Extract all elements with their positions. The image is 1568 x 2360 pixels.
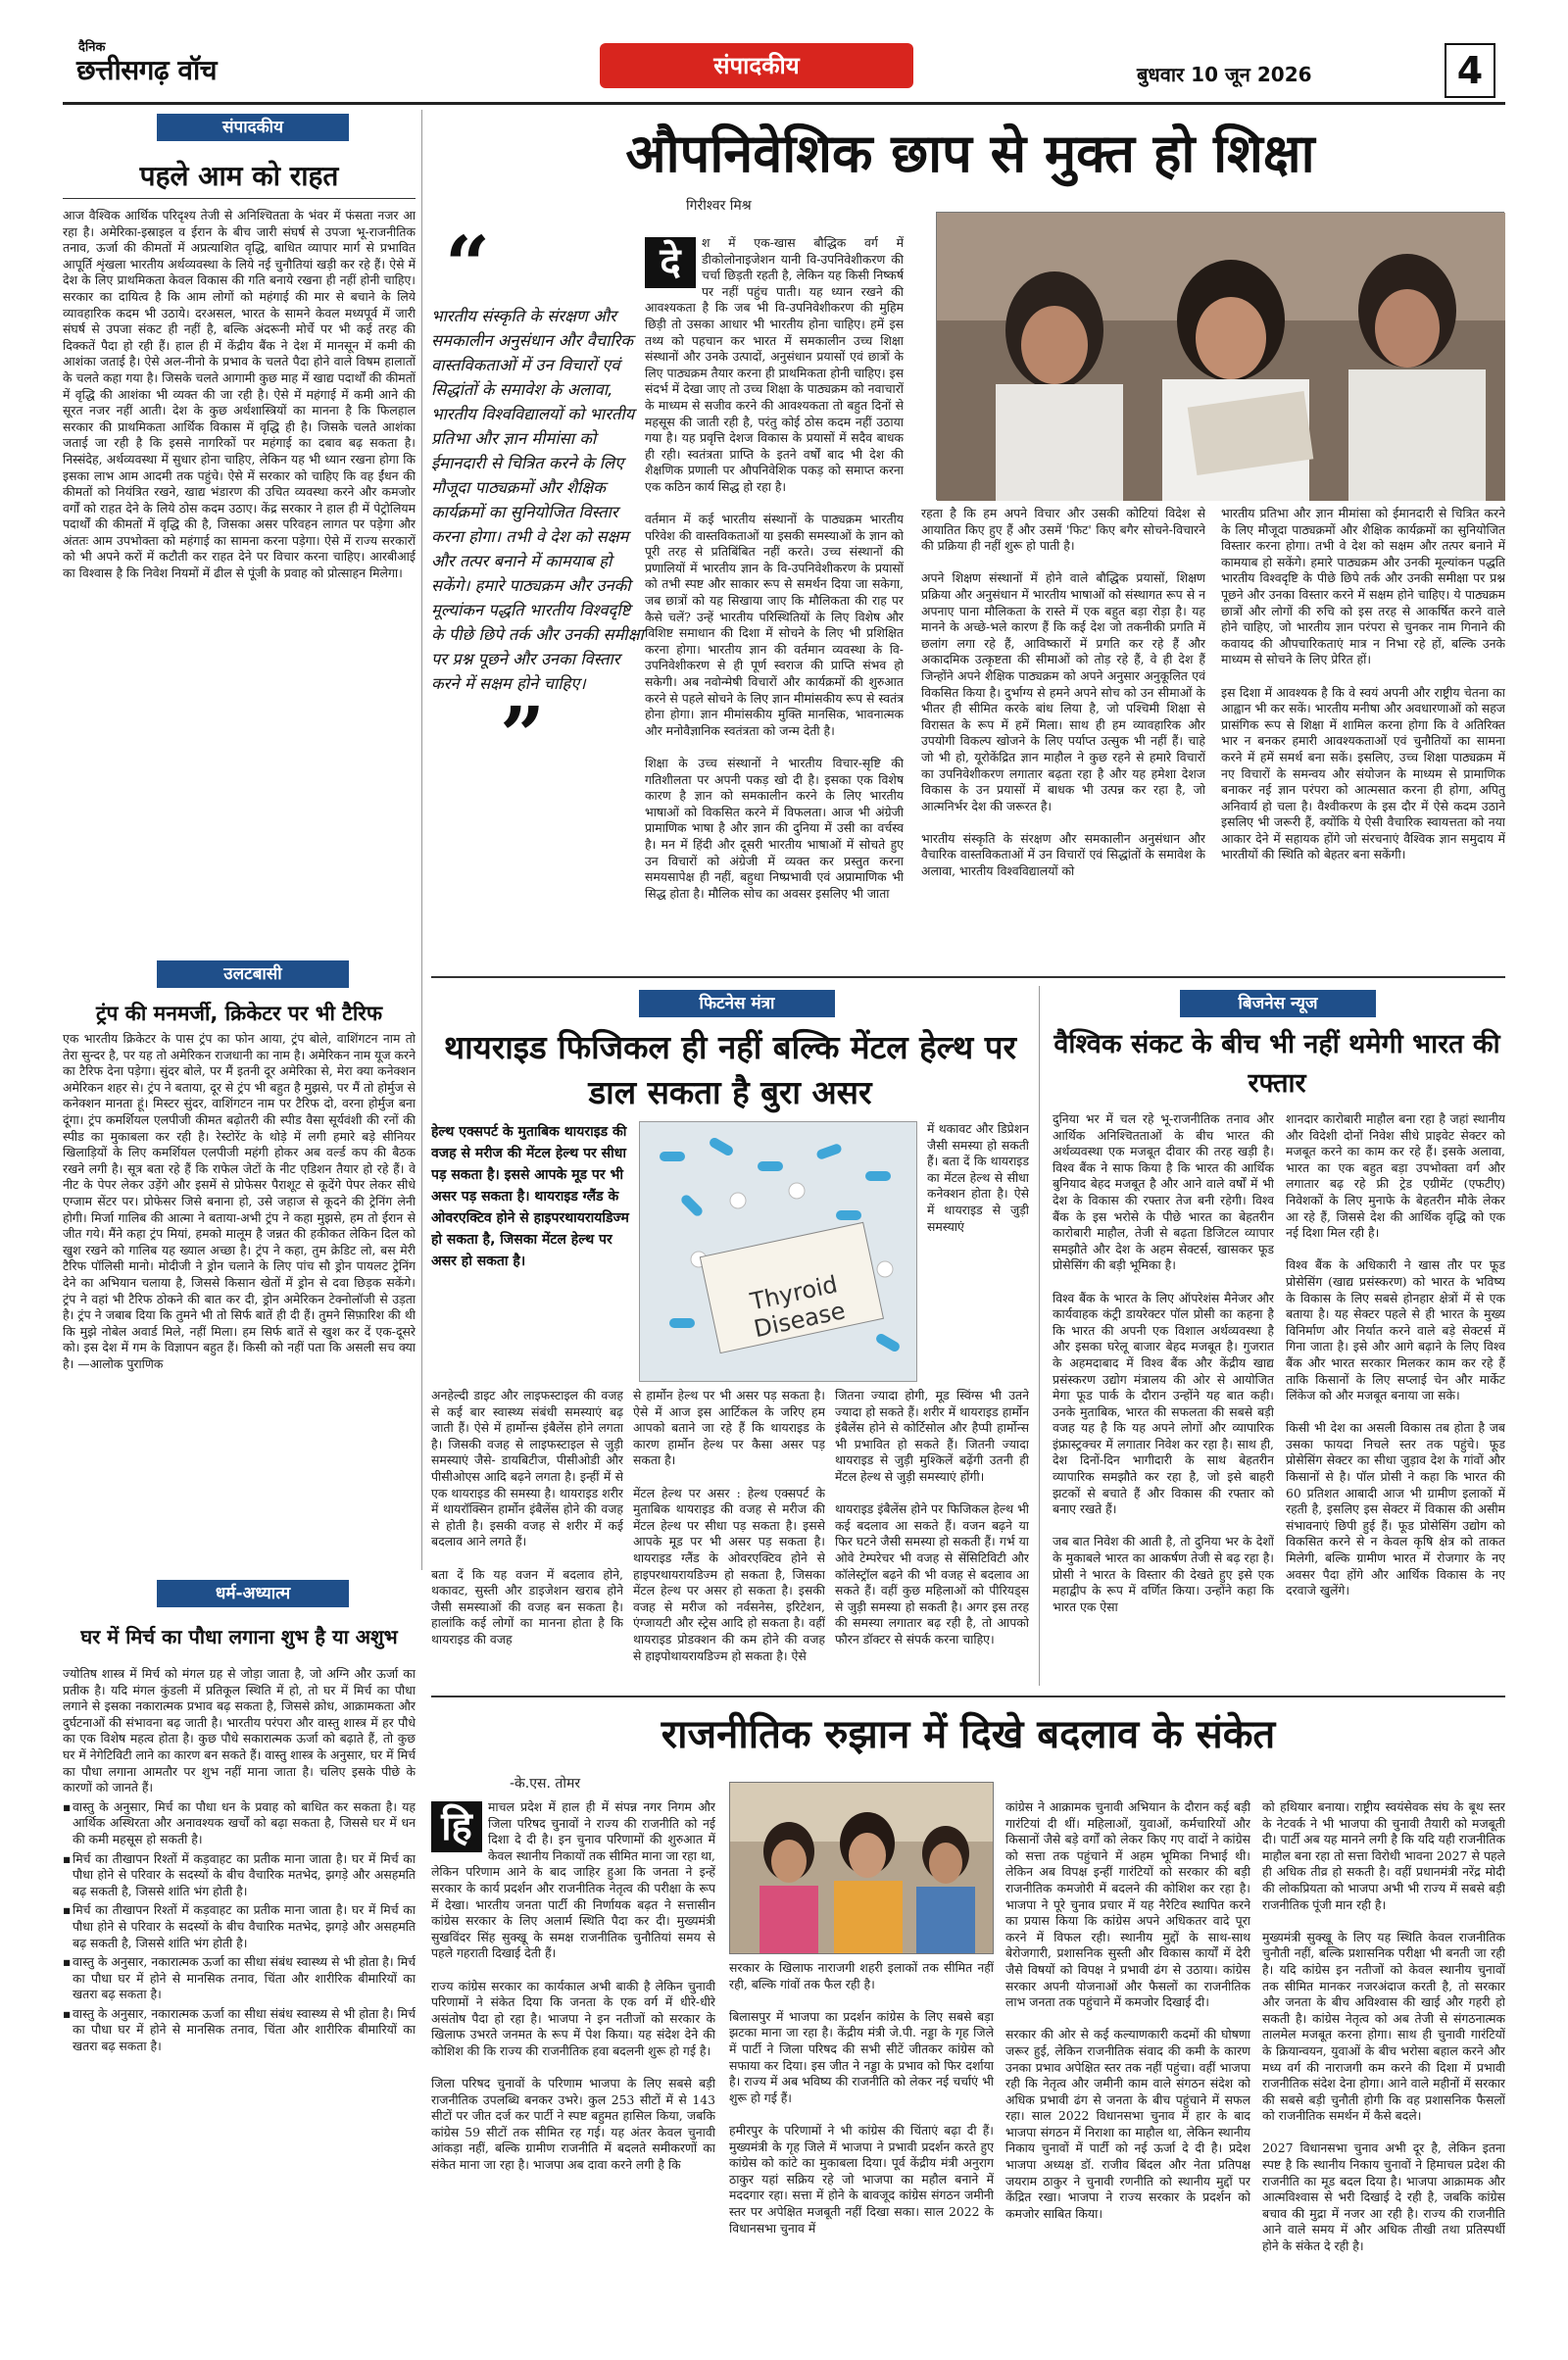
fitness-col3: जितना ज्यादा होगी, मूड स्विंग्स भी उतने ज्यादा हो सकते हैं। शरीर में थायराइड हार्मोन इंबैलेंस होने से कोर्टिसोल और हैप्पी हार्मोन्स भी प्रभावित हो सकते हैं। जितनी ज्यादा थायराइड से जुड़ी मुश्किलें बढ़ेंगी उतनी ही मेंटल हेल्थ से जुड़ी समस्याएं होंगी। थायराइड इंबैलेंस होने पर फिजिकल हेल्थ भी कई बदलाव आ सकते हैं। वजन बढ़ने या फिर घटने जैसी समस्या हो सकती हैं। गर्भ या ओवे टेम्परेचर भी वजह से सेंसिटिविटी और कॉलेस्ट्रॉल बढ़ने की भी वजह से बदलाव आ सकते हैं। वहीं कुछ महिलाओं को पीरियड्स से जुड़ी समस्या हो सकती है। अगर इस तरह की समस्या लगातार बढ़ रही है, तो आपको फौरन डॉक्टर से संपर्क करना चाहिए। [835, 1388, 1029, 1647]
editorial-title-rule [63, 198, 416, 199]
fitness-col1: अनहेल्दी डाइट और लाइफस्टाइल की वजह से कई बार स्वास्थ्य संबंधी समस्याएं बढ़ जाती हैं। ऐसे में हार्मोन्स इंबैलेंस होने लगता है। जिसकी वजह से लाइफस्टाइल से जुड़ी समस्याएं जैसे- डायबिटीज, पीसीओडी और पीसीओएस आदि बढ़ने लगता है। इन्हीं में से एक थायराइड की समस्या है। थायराइड शरीर में थायरॉक्सिन हार्मोन इंबैलेंस होने की वजह से होती है। इसकी वजह से शरीर में कई बदलाव आने लगते हैं। बता दें कि यह वजन में बदलाव होने, थकावट, सुस्ती और डाइजेशन खराब होने जैसी समस्याओं की वजह बन सकता है। हालांकि कई लोगों का मानना होता है कि थायराइड की वजह [431, 1388, 623, 1647]
politics-byline: -के.एस. तोमर [510, 1776, 581, 1792]
satire-label: उलटबासी [157, 960, 349, 988]
list-item: ▪ मिर्च का तीखापन रिश्तों में कड़वाहट का प्रतीक माना जाता है। घर में मिर्च का पौधा होने से परिवार के सदस्यों के बीच वैचारिक मतभेद, झगड़े और असहमति बढ़ सकती है, जिससे शांति भंग होती है। [63, 1851, 416, 1900]
page-number: 4 [1445, 43, 1495, 98]
brand-small: दैनिक [78, 40, 106, 55]
list-item: ▪ वास्तु के अनुसार, नकारात्मक ऊर्जा का सीधा संबंध स्वास्थ्य से भी होता है। मिर्च का पौधा घर में होने से मानसिक तनाव, चिंता और शारीरिक बीमारियों का खतरा बढ़ सकता है। [63, 1954, 416, 2003]
dharma-title: घर में मिर्च का पौधा लगाना शुभ है या अशुभ [80, 1625, 398, 1648]
dharma-points [63, 1799, 416, 2055]
satire-body: एक भारतीय क्रिकेटर के पास ट्रंप का फोन आया, ट्रंप बोले, वाशिंगटन नाम तो तेरा सुन्दर है, पर यह तो अमेरिकन राजधानी का नाम है। अमेरिकन नाम यूज करने का टैरिफ देना पड़ेगा। सुंदर बोले, पर मैं इतनी दूर अमेरिका से, मेरा क्या कनेक्शन अमेरिकन शहर से। ट्रंप ने बताया, दूर से ट्रंप भी बहुत है मुझसे, पर मैं तो होर्मुज से कनेक्शन मानता हूं। मिस्टर सुंदर, वाशिंगटन नाम पर टैरिफ दो, वरना होर्मुज बना दूंगा। ट्रंप कमर्शियल एलपीजी कीमत बढ़ोतरी की स्पीड वैसा सूर्यवंशी की रनों की स्पीड का मुकाबला कर रही है। रेस्टोरेंट के थोड़े में लगी हमारे बड़े सीनियर खिलाड़ियों के लिए कमर्शियल एलपीजी महंगी होकर अब वर्ल्ड कप की बैठक रखने लगी है। सूत्र बता रहे हैं कि राफेल जेटों के नीट एडिशन तैयार हो रहे हैं। वे नीट के पेपर लेकर उड़ेंगे और इसमें से प्रोफेसर पैराशूट से कूदेंगे पेपर लेकर सीधे एग्जाम सेंटर पर। प्रोफेसर जिसे बनाना हो, उसे जहाज से कूदने की ट्रेनिंग लेनी होगी। मिर्जा गालिब की आत्मा ने बताया-अभी ट्रंप ने कहा मुझसे, हम तो ईरान से जीत गये। मैंने कहा ट्रंप मियां, हमको मालूम है जन्नत की हकीकत लेकिन दिल को खुश रखने को गालिब यह ख्याल अच्छा है। ट्रंप ने कहा, तुम क्रेडिट लो, बस मेरी टैरिफ पॉलिसी मानो। मोदीजी ने ड्रोन चलाने के लिए पांच सौ ड्रोन पायलट ट्रेनिंग देने का अभियान चलाया है, जिससे किसान खेतों में ड्रोन से दवा छिड़क सकेंगे। ट्रंप ने वहां भी टैरिफ ठोकने की बात कर दी, ड्रोन अमेरिकन टेक्नोलॉजी से उड़ता है। ट्रंप ने जबाब दिया कि तुमने भी तो सिर्फ बातें ही दी हैं। तुमने सिफ़ारिश की थी कि मुझे नोबेल अवार्ड मिले, नहीं मिला। हम सिर्फ बातें से खुश कर दें एक-दूसरे को। इस देश में गम के विज्ञापन बहुत हैं। किसी को नहीं पता कि असली सच क्या है। —आलोक पुराणिक [63, 1031, 416, 1371]
fitness-col-short: में थकावट और डिप्रेशन जैसी समस्या हो सकती हैं। बता दें कि थायराइड का मेंटल हेल्थ से सीधा कनेक्शन होता है। ऐसे में थायराइड से जुड़ी समस्याएं [927, 1121, 1029, 1234]
lead-article-title: औपनिवेशिक छाप से मुक्त हो शिक्षा [625, 123, 1315, 184]
thyroid-photo-caption: Thyroid Disease [748, 1270, 848, 1344]
quote-close-icon: ” [500, 689, 546, 781]
section-banner-text: संपादकीय [713, 52, 800, 79]
politics-col3: कांग्रेस ने आक्रामक चुनावी अभियान के दौरान कई बड़ी गारंटियां दी थीं। महिलाओं, युवाओं, कर्मचारियों और किसानों जैसे बड़े वर्गों को लेकर किए गए वादों ने कांग्रेस को सत्ता तक पहुंचाने में अहम भूमिका निभाई थी। लेकिन अब विपक्ष इन्हीं गारंटियों को सरकार की बड़ी राजनीतिक कमजोरी में बदलने की कोशिश कर रहा है। भाजपा ने पूरे चुनाव प्रचार में यह नैरेटिव स्थापित करने का प्रयास किया कि कांग्रेस अपने अधिकतर वादे पूरा करने में विफल रही। स्थानीय मुद्दों के साथ-साथ बेरोजगारी, प्रशासनिक सुस्ती और विकास कार्यों में देरी जैसे विषयों को विपक्ष ने प्रभावी ढंग से उठाया। कांग्रेस सरकार अपनी योजनाओं और फैसलों का राजनीतिक लाभ जनता तक पहुंचाने में कमजोर दिखाई दी। सरकार की ओर से कई कल्याणकारी कदमों की घोषणा जरूर हुई, लेकिन राजनीतिक संवाद की कमी के कारण उनका प्रभाव अपेक्षित स्तर तक नहीं पहुंचा। वहीं भाजपा रही कि नेतृत्व और जमीनी काम वाले संगठन संदेश को अधिक प्रभावी ढंग से जनता के बीच पहुंचाने में सफल रहा। साल 2022 विधानसभा चुनाव में हार के बाद भाजपा संगठन में निराशा का माहौल था, लेकिन स्थानीय निकाय चुनावों में पार्टी को नई ऊर्जा दे दी है। प्रदेश भाजपा अध्यक्ष डॉ. राजीव बिंदल और नेता प्रतिपक्ष जयराम ठाकुर ने चुनावी रणनीति को स्थानीय मुद्दों पर केंद्रित रखा। भाजपा ने राज्य सरकार के प्रदर्शन को कमजोर साबित किया। [1005, 1799, 1250, 2221]
list-item: ▪ वास्तु के अनुसार, मिर्च का पौधा धन के प्रवाह को बाधित कर सकता है। यह आर्थिक अस्थिरता और अनावश्यक खर्चों को बढ़ा सकता है, जिससे घर में धन की कमी महसूस हो सकती है। [63, 1799, 416, 1848]
fitness-business-divider [1039, 986, 1040, 1686]
quote-open-icon: “ [445, 219, 491, 311]
fitness-col2: से हार्मोन हेल्थ पर भी असर पड़ सकता है। ऐसे में आज इस आर्टिकल के जरिए हम आपको बताने जा रहे हैं कि थायराइड के कारण हार्मोन हेल्थ पर कैसा असर पड़ सकता है। मेंटल हेल्थ पर असर : हेल्थ एक्सपर्ट के मुताबिक थायराइड की वजह से मरीज की मेंटल हेल्थ पर सीधा पड़ सकता है। इससे आपके मूड पर भी असर पड़ सकता है। थायराइड ग्लैंड के ओवरएक्टिव होने से हाइपरथायरायडिज्म हो सकता है, जिसका मेंटल हेल्थ पर असर हो सकता है। इसकी वजह से मरीज को नर्वसनेस, इरिटेशन, एंग्जायटी और स्ट्रेस आदि हो सकता है। वहीं थायराइड प्रोडक्शन की कम होने की वजह से हाइपोथायरायडिज्म हो सकता है। ऐसे [633, 1388, 825, 1663]
brand-name: छत्तीसगढ़ वॉच [76, 54, 218, 86]
left-column-divider [421, 110, 422, 1570]
women-voters-photo [729, 1782, 994, 1954]
voters-illustration [730, 1783, 994, 1954]
editorial-label: संपादकीय [157, 114, 349, 141]
editorial-body: आज वैश्विक आर्थिक परिदृश्य तेजी से अनिश्चितता के भंवर में फंसता नजर आ रहा है। अमेरिका-इस्राइल व ईरान के बीच जारी संघर्ष से उपजा भू-राजनीतिक तनाव, ऊर्जा की कीमतों में अप्रत्याशित वृद्धि, बाधित व्यापार मार्ग से प्रभावित आपूर्ति शृंखला भारतीय अर्थव्यवस्था के लिये नई चुनौतियां खड़ी कर रहे हैं। ऐसे में देश के लिए प्राथमिकता केवल विकास की गति बनाये रखना ही नहीं होनी चाहिए। सरकार का दायित्व है कि आम लोगों को महंगाई की मार से बचाने के लिये व्यावहारिक कदम भी उठाये। दरअसल, भारत के सामने केवल मध्यपूर्व में जारी संघर्ष से उपजा संकट ही नहीं है, बल्कि अंदरूनी मोर्चे पर भी कई तरह की दिक्कतें पैदा हो रही हैं। हाल ही में केंद्रीय बैंक ने देश में मानसून में कमी की आशंका जताई है। ऐसे अल-नीनो के प्रभाव के चलते पैदा होने वाले विषम हालातों के चलते कहा गया है। जिसके चलते आगामी कुछ माह में खाद्य पदार्थों की कीमतों में वृद्धि की आशंका भी व्यक्त की जा रही है। ऐसे में महंगाई में कमी आने की सूरत नजर नहीं आती। देश के कुछ अर्थशास्त्रियों का मानना है कि फिलहाल सरकार की प्राथमिकता आर्थिक विकास में वृद्धि ही है। जिसके चलते आशंका जताई जा रही है कि इससे नागरिकों पर महंगाई का दबाव बढ़ सकता है। निस्संदेह, अर्थव्यवस्था में सुधार होना चाहिए, लेकिन यह भी ध्यान रखना होगा कि इसका लाभ आम आदमी तक पहुंचे। ऐसे में सरकार को चाहिए कि वह ईंधन की कीमतों को नियंत्रित रखने, खाद्य भंडारण की उचित व्यवस्था करने और कमजोर वर्गों को राहत देने के लिये ठोस कदम उठाए। केंद्र सरकार ने हाल ही में पेट्रोलियम पदार्थों की कीमतों में वृद्धि की है, जिसका असर परिवहन लागत पर पड़ेगा और अंततः आम उपभोक्ता को महंगाई का सामना करना पड़ेगा। ऐसे में राज्य सरकारों को भी अपने करों में कटौती कर राहत देने पर विचार करना चाहिए। आरबीआई का विश्वास है कि निवेश नियमों में ढील से पूंजी के प्रवाह को प्रोत्साहन मिलेगा। [63, 208, 416, 581]
politics-col2: सरकार के खिलाफ नाराजगी शहरी इलाकों तक सीमित नहीं रही, बल्कि गांवों तक फैल रही है। बिलासपुर में भाजपा का प्रदर्शन कांग्रेस के लिए सबसे बड़ा झटका माना जा रहा है। केंद्रीय मंत्री जे.पी. नड्डा के गृह जिले में पार्टी ने जिला परिषद की सभी सीटें जीतकर कांग्रेस को सफाया कर दिया। इस जीत ने नड्डा के प्रभाव को फिर दर्शाया है। राज्य में अब भविष्य की राजनीति को लेकर नई चर्चाएं भी शुरू हो गई हैं। हमीरपुर के परिणामों ने भी कांग्रेस की चिंताएं बढ़ा दी हैं। मुख्यमंत्री के गृह जिले में भाजपा ने प्रभावी प्रदर्शन करते हुए कांग्रेस को कांटे का मुकाबला दिया। पूर्व केंद्रीय मंत्री अनुराग ठाकुर यहां सक्रिय रहे जो भाजपा का महौल बनाने में मददगार रहा। सत्ता में होने के बावजूद कांग्रेस संगठन जमीनी स्तर पर अपेक्षित मजबूती नहीं दिखा सका। साल 2022 के विधानसभा चुनाव में [729, 1960, 994, 2236]
fitness-label: फिटनेस मंत्रा [639, 990, 835, 1017]
list-item: ▪ मिर्च का तीखापन रिश्तों में कड़वाहट का प्रतीक माना जाता है। घर में मिर्च का पौधा होने से परिवार के सदस्यों के बीच वैचारिक मतभेद, झगड़े और असहमति बढ़ सकती है, जिससे शांति भंग होती है। [63, 1902, 416, 1951]
fitness-intro: हेल्थ एक्सपर्ट के मुताबिक थायराइड की वजह से मरीज की मेंटल हेल्थ पर सीधा पड़ सकता है। इससे आपके मूड पर भी असर पड़ सकता है। थायराइड ग्लैंड के ओवरएक्टिव होने से हाइपरथायरायडिज्म हो सकता है, जिसका मेंटल हेल्थ पर असर हो सकता है। [431, 1124, 629, 1269]
thyroid-photo [639, 1121, 917, 1382]
business-label: बिजनेस न्यूज [1180, 990, 1376, 1017]
editorial-title: पहले आम को राहत [139, 160, 339, 192]
dharma-intro: ज्योतिष शास्त्र में मिर्च को मंगल ग्रह से जोड़ा जाता है, जो अग्नि और ऊर्जा का प्रतीक है। यदि मंगल कुंडली में प्रतिकूल स्थिति में हो, तो घर में मिर्च का पौधा लगाने से इसका नकारात्मक प्रभाव बढ़ सकता है, जिससे क्रोध, आक्रामकता और दुर्घटनाओं की संभावना बढ़ जाती है। भारतीय परंपरा और वास्तु शास्त्र में हर पौधे का एक विशेष महत्व होता है। कुछ पौधे सकारात्मक ऊर्जा को बढ़ाते हैं, तो कुछ घर में नेगेटिविटी लाने का कारण बन सकते हैं। वास्तु शास्त्र के अनुसार, घर में मिर्च का पौधा लगाना आमतौर पर शुभ नहीं माना जाता है। चलिए इसके पीछे के कारणों को जानते हैं। [63, 1666, 416, 1795]
lead-dropcap: दे [645, 237, 696, 288]
section-banner [600, 43, 913, 88]
middle-bottom-rule [431, 1696, 1505, 1697]
lead-article-col2: रहता है कि हम अपने विचार और उसकी कोटियां विदेश से आयातित किए हुए हैं और उसमें 'फिट' किए बगैर सोचने-विचारने की प्रक्रिया ही नहीं शुरू हो पाती है। अपने शिक्षण संस्थानों में होने वाले बौद्धिक प्रयासों, शिक्षण प्रक्रिया और अनुसंधान में भारतीय भाषाओं को संस्थागत रूप से न अपनाए पाना मौलिकता के रास्ते में एक बहुत बड़ा रोड़ा है। यह मानने के अच्छे-भले कारण हैं कि कई देश जो तकनीकी प्रगति में छलांग लगा रहे हैं, आविष्कारों में प्रगति कर रहे हैं और अकादमिक उत्कृष्टता की सीमाओं को तोड़ रहे हैं, वे ही देश हैं जिन्होंने अपने शैक्षिक पाठ्यक्रम को अपने अनुसार अनुकूलित एवं विकसित किया है। दुर्भाग्य से हमने अपने सोच को उन सीमाओं के भीतर ही सीमित करके बांध लिया है, जो पश्चिमी शिक्षा से विरासत के रूप में हमें मिला। साथ ही हम व्यावहारिक और उपयोगी विकल्प खोजने के लिए पर्याप्त उत्सुक भी नहीं हैं। चाहे जो भी हो, यूरोकेंद्रित ज्ञान माहौल ने कुछ रहने से हमारे विचारों का उपनिवेशीकरण लगातार बढ़ता रहा है और यह हमेशा देशज विकास के उन प्रयासों में बाधक भी उत्पन्न कर रहा है, जो आत्मनिर्भर देश की जरूरत है। भारतीय संस्कृति के संरक्षण और समकालीन अनुसंधान और वैचारिक वास्तविकताओं में उन विचारों एवं सिद्धांतों के समावेश के अलावा, भारतीय विश्वविद्यालयों को [921, 506, 1205, 879]
business-col1: दुनिया भर में चल रहे भू-राजनीतिक तनाव और आर्थिक अनिश्चितताओं के बीच भारत की अर्थव्यवस्था एक मजबूत दीवार की तरह खड़ी है। विश्व बैंक ने साफ किया है कि भारत की आर्थिक बुनियाद बेहद मजबूत है और आने वाले वर्षों में भी देश के विकास की रफ्तार तेज बनी रहेगी। विश्व बैंक के इस भरोसे के पीछे भारत का बेहतरीन कारोबारी माहौल, तेजी से बढ़ता डिजिटल व्यापार समझौते और देश के अहम सेक्टर्स, खासकर फूड प्रोसेसिंग की बड़ी भूमिका है। विश्व बैंक के भारत के लिए ऑपरेशंस मैनेजर और कार्यवाहक कंट्री डायरेक्टर पॉल प्रोसी का कहना है कि भारत की अपनी एक विशाल अर्थव्यवस्था है और इसका घरेलू बाजार बेहद मजबूत है। गुजरात के अहमदाबाद में विश्व बैंक और केंद्रीय खाद्य प्रसंस्करण उद्योग मंत्रालय की ओर से आयोजित मेगा फूड पार्क के दौरान उन्होंने यह बात कही। उनके मुताबिक, भारत की सफलता की सबसे बड़ी वजह यह है कि यह अपने लोगों और व्यापारिक इंफ्रास्ट्रक्चर में लगातार निवेश कर रहा है। साथ ही, देश दिनों-दिन भागीदारी के साथ बेहतरीन व्यापारिक समझौते कर रहा है, जो इसे बाहरी झटकों से बचाते हैं और विकास की रफ्तार को बनाए रखते हैं। जब बात निवेश की आती है, तो दुनिया भर के देशों के मुकाबले भारत का आकर्षण तेजी से बढ़ रहा है। प्रोसी ने भारत के विस्तार की देखते हुए इसे एक महाद्वीप के रूप में वर्णित किया। उन्होंने कहा कि भारत एक ऐसा [1053, 1111, 1274, 1614]
lead-article-col3: भारतीय प्रतिभा और ज्ञान मीमांसा को ईमानदारी से चित्रित करने के लिए मौजूदा पाठ्यक्रमों और शैक्षिक कार्यक्रमों का सुनियोजित विस्तार करना होगा। तभी वे देश को सक्षम और तत्पर बनाने में कामयाब हो सकेंगे। हमारे पाठ्यक्रम और उनकी मूल्यांकन पद्धति भारतीय विश्वदृष्टि के पीछे छिपे तर्क और उनकी समीक्षा पर प्रश्न पूछने और उनका विस्तार करने में सक्षम होने चाहिए। ये पाठ्यक्रम छात्रों और लोगों की रुचि को इस तरह से आकर्षित करने वाले होने चाहिए, जो भारतीय ज्ञान परंपरा से चुनकर नाम गिनाने की कवायद की औपचारिकताएं मात्र न निभा रहे हों, बल्कि उनके माध्यम से सोचने के लिए प्रेरित हों। इस दिशा में आवश्यक है कि वे स्वयं अपनी और राष्ट्रीय चेतना का आह्वान भी कर सकें। भारतीय मनीषा और अवधारणाओं को सहज प्रासंगिक रूप से शिक्षा में शामिल करना होगा कि वे अतिरिक्त भार न बनकर हमारी आवश्यकताओं एवं चुनौतियों का सामना करने में हमें समर्थ बना सकें। इसलिए, उच्च शिक्षा पाठ्यक्रम में नए विचारों के समन्वय और संयोजन के माध्यम से प्रामाणिक बनाकर नई ज्ञान परंपरा को आत्मसात करना ही होगा, अपितु अनिवार्य हो चला है। वैश्वीकरण के इस दौर में ऐसे कदम उठाने इसलिए भी जरूरी हैं, क्योंकि ये ऐसी वैचारिक स्वायत्तता को नया आकार देने में सहायक होंगे जो संरचनाएं वैश्विक ज्ञान समुदाय में भारतीयों की स्थिति को बेहतर बना सकेंगी। [1221, 506, 1505, 862]
list-item: ▪ वास्तु के अनुसार, नकारात्मक ऊर्जा का सीधा संबंध स्वास्थ्य से भी होता है। मिर्च का पौधा घर में होने से मानसिक तनाव, चिंता और शारीरिक बीमारियों का खतरा बढ़ सकता है। [63, 2006, 416, 2055]
politics-dropcap: हि [431, 1801, 482, 1852]
students-illustration [937, 213, 1505, 501]
politics-col4: को हथियार बनाया। राष्ट्रीय स्वयंसेवक संघ के बूथ स्तर के नेटवर्क ने भी भाजपा की चुनावी तैयारी को मजबूती दी। पार्टी अब यह मानने लगी है कि यदि यही राजनीतिक माहौल बना रहा तो सत्ता विरोधी भावना 2027 से पहले ही अधिक तीव्र हो सकती है। वहीं प्रधानमंत्री नरेंद्र मोदी की लोकप्रियता को भाजपा अभी भी राज्य में सबसे बड़ी राजनीतिक पूंजी मान रही है। मुख्यमंत्री सुक्खू के लिए यह स्थिति केवल राजनीतिक चुनौती नहीं, बल्कि प्रशासनिक परीक्षा भी बनती जा रही है। यदि कांग्रेस इन नतीजों को केवल स्थानीय चुनावों तक सीमित मानकर नजरअंदाज करती है, तो सरकार और जनता के बीच अविश्वास की खाई और गहरी हो सकती है। कांग्रेस नेतृत्व को अब तेजी से संगठनात्मक तालमेल मजबूत करना होगा। साथ ही चुनावी गारंटियों के क्रियान्वयन, युवाओं के बीच भरोसा बहाल करने और मध्य वर्ग की नाराजगी कम करने की दिशा में प्रभावी राजनीतिक संदेश देना होगा। आने वाले महीनों में सरकार की सबसे बड़ी चुनौती होगी कि वह प्रशासनिक फैसलों को राजनीतिक समर्थन में कैसे बदले। 2027 विधानसभा चुनाव अभी दूर है, लेकिन इतना स्पष्ट है कि स्थानीय निकाय चुनावों ने हिमाचल प्रदेश की राजनीति का मूड बदल दिया है। भाजपा आक्रामक और आत्मविश्वास से भरी दिखाई दे रही है, जबकि कांग्रेस बचाव की मुद्रा में नजर आ रही है। राज्य की राजनीति आने वाले समय में और अधिक तीखी तथा प्रतिस्पर्धी होने के संकेत दे रही है। [1262, 1799, 1505, 2254]
business-title: वैश्विक संकट के बीच भी नहीं थमेगी भारत की रफ्तार [1054, 1029, 1500, 1099]
masthead [0, 0, 1568, 108]
lead-article-col1 [645, 235, 904, 960]
masthead-rule [63, 102, 1505, 105]
dharma-body [63, 1666, 416, 2342]
pullquote-box [431, 219, 647, 931]
lead-bottom-rule [431, 976, 1505, 978]
lead-col1-text: श में एक-खास बौद्धिक वर्ग में डीकोलोनाइजेशन यानी वि-उपनिवेशीकरण की चर्चा छिड़ती रहती है, लेकिन यह किसी निष्कर्ष पर नहीं पहुंच पाती। यह ध्यान रखने की आवश्यकता है कि जब भी वि-उपनिवेशीकरण की मुहिम छिड़ी तो उसका आधार भी भारतीय होना चाहिए। हमें इस तथ्य को पहचान कर भारत में समकालीन उच्च शिक्षा संस्थानों और उनके उत्पादों, अनुसंधान प्रयासों एवं छात्रों के लिए पाठ्यक्रम तैयार करना ही प्राथमिकता होनी चाहिए। इस संदर्भ में देखा जाए तो उच्च शिक्षा के पाठ्यक्रम को नवाचारों के माध्यम से सजीव करने की आवश्यकता तो बहुत दिनों से महसूस की जाती रही है, परंतु कोई ठोस कदम नहीं उठाया गया है। यह प्रवृत्ति देशज विकास के प्रयासों में सदैव बाधक ही रही। स्वतंत्रता प्राप्ति के इतने वर्षों बाद भी देश की शैक्षणिक प्रणाली पर औपनिवेशिक पकड़ को समाप्त करना एक कठिन कार्य सिद्ध हो रहा है। वर्तमान में कई भारतीय संस्थानों के पाठ्यक्रम भारतीय परिवेश की वास्तविकताओं या इसकी समस्याओं के ज्ञान को पूरी तरह से प्रतिबिंबित नहीं करते। उच्च संस्थानों की प्रणालियों में भारतीय ज्ञान के वि-उपनिवेशीकरण के प्रयासों को तभी स्पष्ट और साकार रूप से समर्थन दिया जा सकेगा, जब छात्रों को यह सिखाया जाए कि मौलिकता की राह पर कैसे चलें? उन्हें भारतीय परिस्थितियों के लिए विशेष और विशिष्ट समाधान की दिशा में सोचने के लिए भी प्रशिक्षित करना होगा। भारतीय ज्ञान की वर्तमान व्यवस्था के वि-उपनिवेशीकरण से ही पूर्ण स्वराज की प्राप्ति संभव हो सकेगी। अब नवोन्मेषी विचारों और कार्यक्रमों की शुरुआत करने से पहले सोचने के लिए ज्ञान मीमांसकीय रूप से स्वतंत्र होना होगा। ज्ञान मीमांसकीय मुक्ति मानसिक, भावनात्मक और मनोवैज्ञानिक स्वतंत्रता को जन्म देती है। शिक्षा के उच्च संस्थानों ने भारतीय विचार-सृष्टि की गतिशीलता पर अपनी पकड़ खो दी है। इसका एक विशेष कारण है ज्ञान को समकालीन करने के लिए भारतीय भाषाओं को विकसित करने में विफलता। आज भी अंग्रेजी प्रामाणिक भाषा है और ज्ञान की दुनिया में उसी का वर्चस्व है। मन में हिंदी और दूसरी भारतीय भाषाओं में सोचते हुए उन विचारों को अंग्रेजी में व्यक्त कर प्रस्तुत करना समयसापेक्ष ही नहीं, बहुधा निष्प्रभावी एवं अप्रामाणिक भी सिद्ध होता है। मौलिक सोच का अवसर इसलिए भी जाता [645, 235, 904, 901]
politics-col1 [431, 1799, 715, 2344]
pullquote-text: भारतीय संस्कृति के संरक्षण और समकालीन अनुसंधान और वैचारिक वास्तविकताओं में उन विचारों एवं सिद्धांतों के समावेश के अलावा, भारतीय विश्वविद्यालयों को भारतीय प्रतिभा और ज्ञान मीमांसा को ईमानदारी से चित्रित करने के लिए मौजूदा पाठ्यक्रमों और शैक्षिक कार्यक्रमों का सुनियोजित विस्तार करना होगा। तभी वे देश को सक्षम और तत्पर बनाने में कामयाब हो सकेंगे। हमारे पाठ्यक्रम और उनकी मूल्यांकन पद्धति भारतीय विश्वदृष्टि के पीछे छिपे तर्क और उनकी समीक्षा पर प्रश्न पूछने और उनका विस्तार करने में सक्षम होने चाहिए। [431, 307, 644, 693]
satire-title: ट्रंप की मनमर्जी, क्रिकेटर पर भी टैरिफ [95, 1002, 383, 1025]
politics-col1-text: माचल प्रदेश में हाल ही में संपन्न नगर निगम और जिला परिषद चुनावों ने राज्य की राजनीति को नई दिशा दे दी है। इन चुनाव परिणामों की शुरुआत में केवल स्थानीय निकायों तक सीमित माना जा रहा था, लेकिन परिणाम आने के बाद जाहिर हुआ कि जनता ने इन्हें सरकार के कार्य प्रदर्शन और राजनीतिक नेतृत्व की परीक्षा के रूप में देखा। भारतीय जनता पार्टी की निर्णायक बढ़त ने सत्तासीन कांग्रेस सरकार के लिए अलार्म स्थिति पैदा कर दी। मुख्यमंत्री सुखविंदर सिंह सुक्खू के समक्ष राजनीतिक चुनौतियां समय से पहले गहराती दिखाई देती हैं। राज्य कांग्रेस सरकार का कार्यकाल अभी बाकी है लेकिन चुनावी परिणामों ने संकेत दिया कि जनता के एक वर्ग में धीरे-धीरे असंतोष पैदा हो रहा है। भाजपा ने इन नतीजों को सरकार के खिलाफ उभरते जनमत के रूप में पेश किया। यह संदेश देने की कोशिश की कि राज्य की राजनीतिक हवा बदलनी शुरू हो गई है। जिला परिषद चुनावों के परिणाम भाजपा के लिए सबसे बड़ी राजनीतिक उपलब्धि बनकर उभरे। कुल 253 सीटों में से 143 सीटों पर जीत दर्ज कर पार्टी ने स्पष्ट बहुमत हासिल किया, जबकि कांग्रेस 59 सीटों तक सीमित रह गई। यह अंतर केवल चुनावी आंकड़ा नहीं, बल्कि ग्रामीण राजनीति में बदलते समीकरणों का संकेत माना जा रहा है। भाजपा अब दावा करने लगी है कि [431, 1799, 715, 2173]
students-reading-photo [936, 212, 1504, 500]
lead-article-byline: गिरीश्वर मिश्र [686, 198, 752, 214]
dharma-label: धर्म-अध्यात्म [157, 1580, 349, 1607]
fitness-title: थायराइड फिजिकल ही नहीं बल्कि मेंटल हेल्थ पर डाल सकता है बुरा असर [443, 1028, 1016, 1111]
thyroid-illustration [640, 1122, 917, 1382]
business-col2: शानदार कारोबारी माहौल बना रहा है जहां स्थानीय और विदेशी दोनों निवेश सीधे प्राइवेट सेक्टर को मजबूत करने का काम कर रहे हैं। इसके अलावा, भारत का एक बहुत बड़ा उपभोक्ता वर्ग और लगातार बढ़ रहे फ्री ट्रेड एग्रीमेंट (एफटीए) निवेशकों के लिए मुनाफे के बेहतरीन मौके लेकर आ रहे हैं, जिससे देश की आर्थिक वृद्धि को एक नई दिशा मिल रही है। विश्व बैंक के अधिकारी ने खास तौर पर फूड प्रोसेसिंग (खाद्य प्रसंस्करण) को भारत के भविष्य के विकास के लिए सबसे होनहार क्षेत्रों में से एक बताया है। यह सेक्टर पहले से ही भारत के मुख्य विनिर्माण और निर्यात करने वाले बड़े सेक्टर्स में गिना जाता है। इसे और आगे बढ़ाने के लिए विश्व बैंक और भारत सरकार मिलकर काम कर रहे हैं ताकि किसानों के लिए सप्लाई चेन और मार्केट लिंकेज को और मजबूत बनाया जा सके। किसी भी देश का असली विकास तब होता है जब उसका फायदा निचले स्तर तक पहुंचे। फूड प्रोसेसिंग सेक्टर का सीधा जुड़ाव देश के गांवों और किसानों से है। पॉल प्रोसी ने कहा कि भारत की 60 प्रतिशत आबादी आज भी ग्रामीण इलाकों में रहती है, इसलिए इस सेक्टर में विकास की असीम संभावनाएं छिपी हुई हैं। फूड प्रोसेसिंग उद्योग को विकसित करने से न केवल कृषि क्षेत्र को ताकत मिलेगी, बल्कि ग्रामीण भारत में रोजगार के नए अवसर पैदा होंगे और आर्थिक विकास के नए दरवाजे खुलेंगे। [1286, 1111, 1505, 1598]
issue-date: बुधवार 10 जून 2026 [1137, 63, 1312, 86]
politics-title: राजनीतिक रुझान में दिखे बदलाव के संकेत [661, 1712, 1276, 1757]
